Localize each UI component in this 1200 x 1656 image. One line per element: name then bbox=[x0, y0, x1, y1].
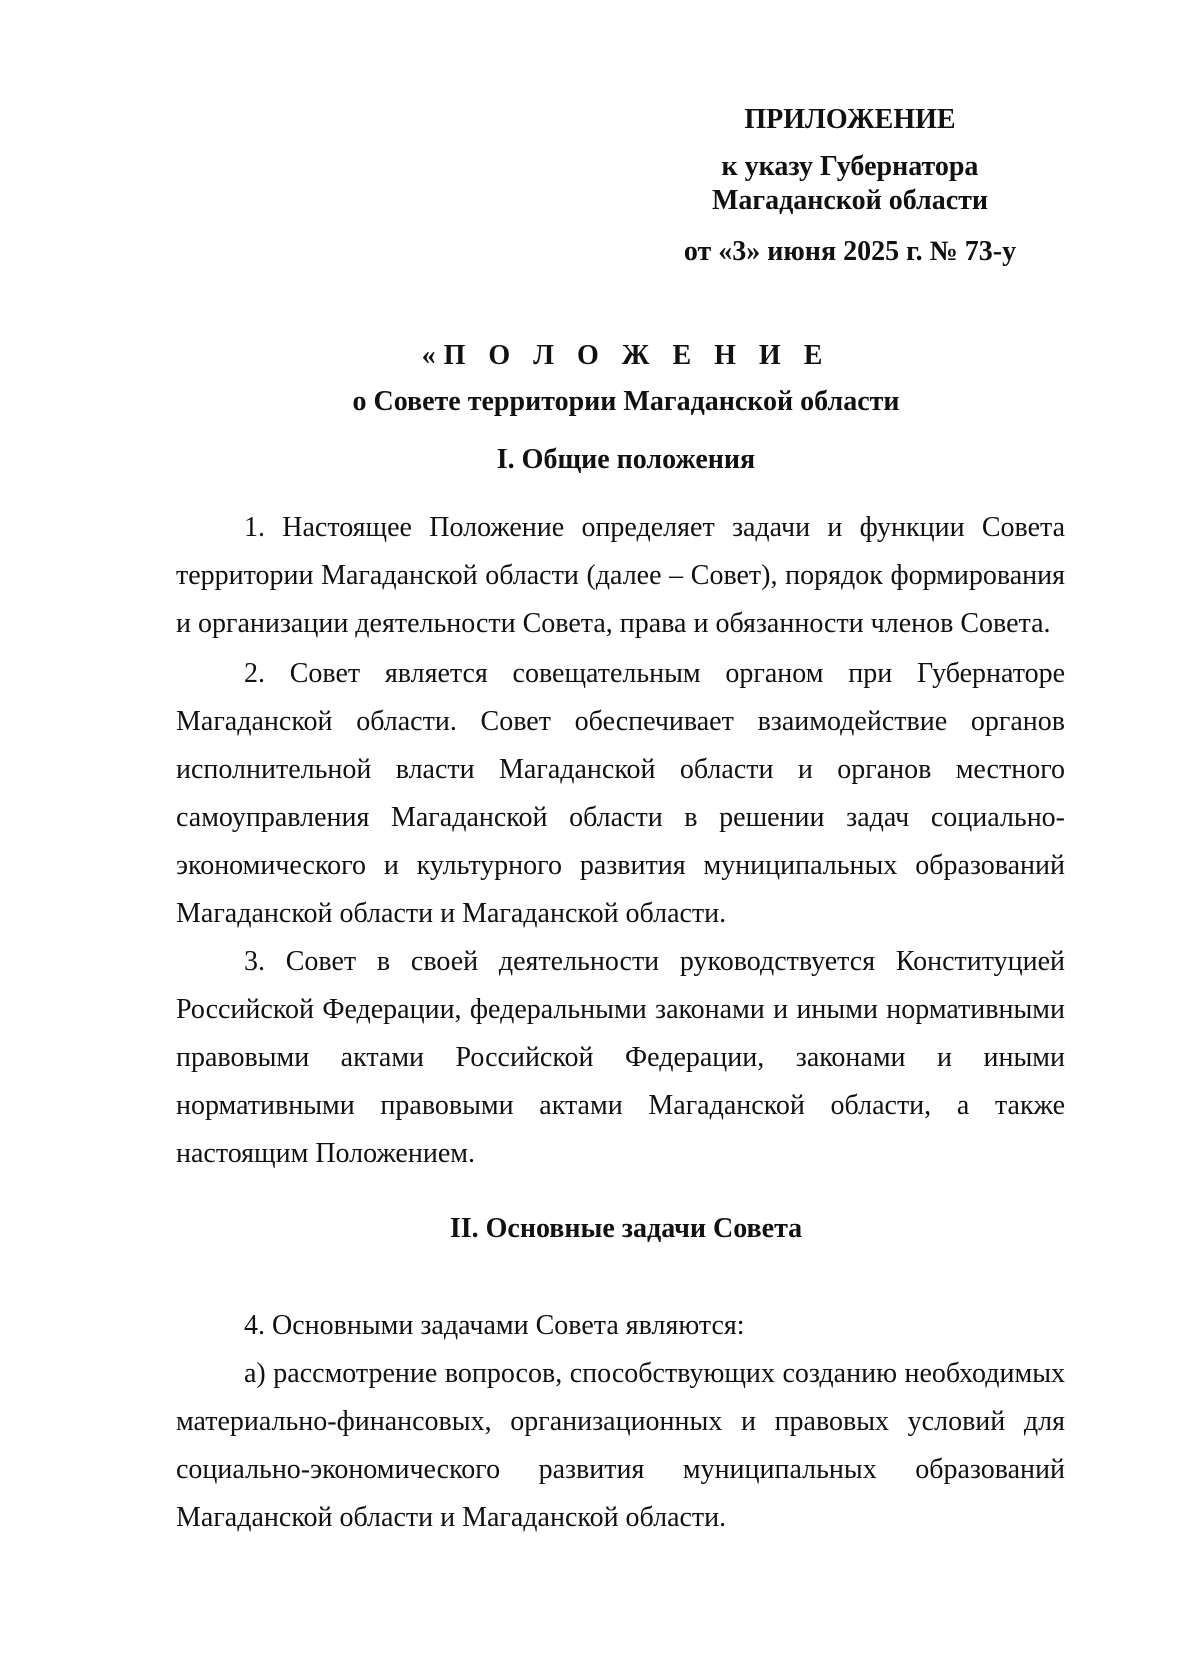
paragraph-1 bbox=[176, 504, 1065, 648]
appendix-line-date: от «3» июня 2025 г. № 73-у bbox=[683, 236, 1017, 267]
section-2-heading: II. Основные задачи Совета bbox=[449, 1213, 803, 1244]
paragraph-3-text: 3. Совет в своей деятельности руководствуется Конституцией Российской Федерации, федеральными законами и иными нормативными правовыми актами Российской Федерации, законами и иными нормативными правовыми актами Магаданской области, а также настоящим Положением. bbox=[176, 946, 1065, 1169]
document-subtitle: о Совете территории Магаданской области bbox=[352, 386, 900, 417]
paragraph-1-text: 1. Настоящее Положение определяет задачи и функции Совета территории Магаданской области (далее – Совет), порядок формирования и организации деятельности Совета, права и обязанности членов Совета. bbox=[176, 512, 1065, 639]
paragraph-2-text: 2. Совет является совещательным органом при Губернаторе Магаданской области. Совет обеспечивает взаимодействие органов исполнительной власти Магаданской области и органов местного самоуправления Магаданской области в решении задач социально-экономического и культурного развития муниципальных образований Магаданской области и Магаданской области. bbox=[176, 658, 1065, 929]
appendix-block bbox=[680, 104, 1020, 268]
appendix-line-decree: к указу Губернатора bbox=[721, 151, 979, 182]
paragraph-4 bbox=[176, 1302, 1065, 1350]
appendix-title: ПРИЛОЖЕНИЕ bbox=[744, 104, 956, 135]
paragraph-5 bbox=[176, 1350, 1065, 1542]
paragraph-3 bbox=[176, 938, 1065, 1178]
document-title: «П О Л О Ж Е Н И Е bbox=[421, 340, 831, 371]
paragraph-4-text: 4. Основными задачами Совета являются: bbox=[244, 1310, 745, 1341]
appendix-line-region: Магаданской области bbox=[711, 185, 989, 216]
section-1-heading: I. Общие положения bbox=[496, 444, 756, 475]
paragraph-5-text: а) рассмотрение вопросов, способствующих созданию необходимых материально-финансовых, организационных и правовых условий для социально-экономического развития муниципальных образований Магаданской области и Магаданской области. bbox=[176, 1358, 1065, 1533]
paragraph-2 bbox=[176, 650, 1065, 938]
